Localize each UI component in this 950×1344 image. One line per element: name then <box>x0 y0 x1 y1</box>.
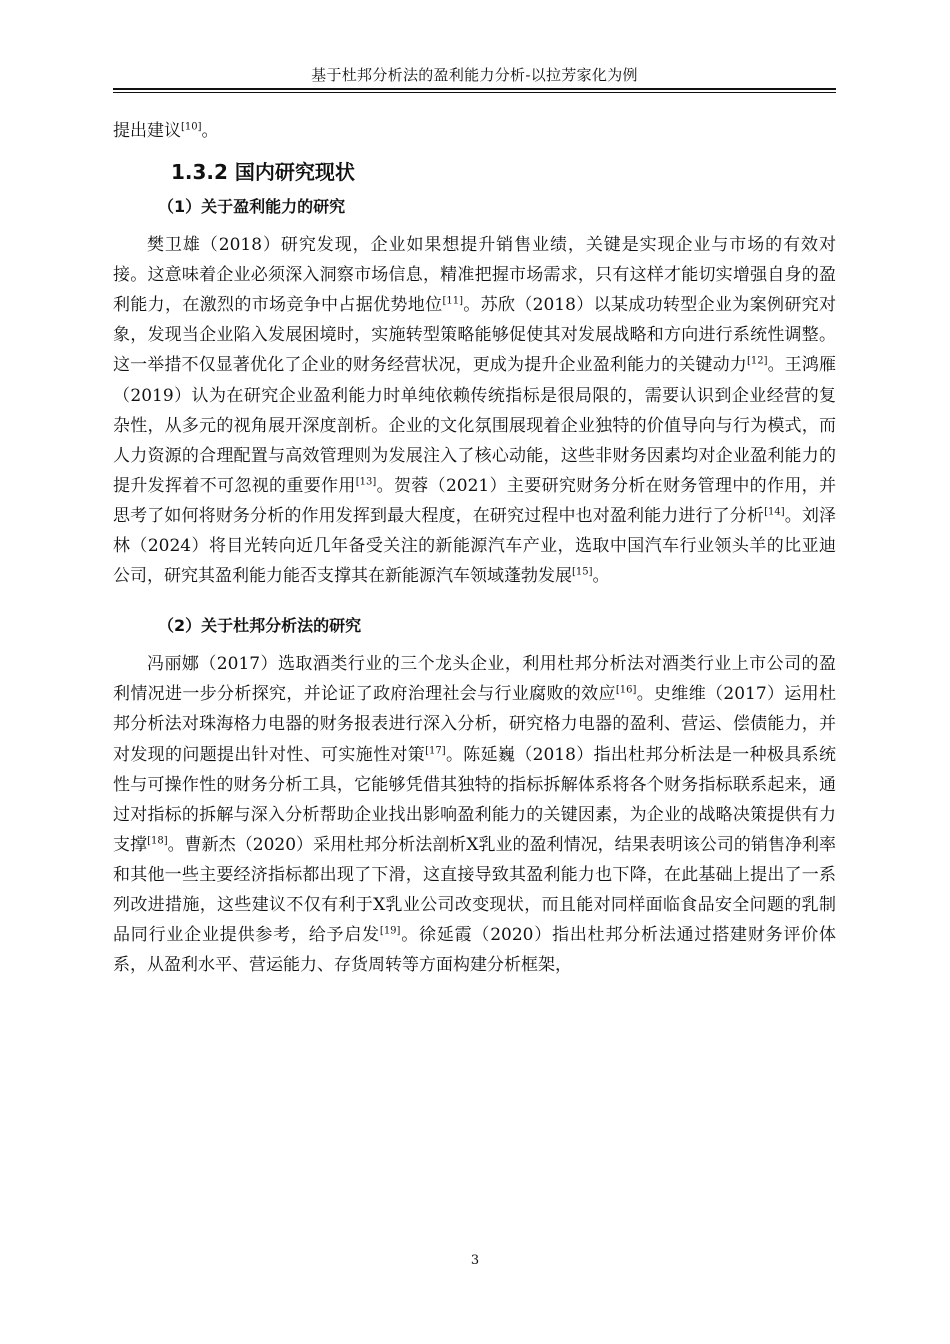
intro-tail: 。 <box>201 121 219 141</box>
citation-ref: [16] <box>615 684 637 696</box>
intro-text: 提出建议 <box>113 121 181 141</box>
intro-paragraph <box>113 116 836 146</box>
paragraph-segment: 。刘泽林（2024）将目光转向近几年备受关注的新能源汽车产业，选取中国汽车行业领头羊的比亚迪公司，研究其盈利能力能否支撑其在新能源汽车领域蓬勃发展 <box>113 505 837 587</box>
section-title: 1.3.2 国内研究现状 <box>171 160 355 185</box>
paragraph-segment: 。徐延霞（2020）指出杜邦分析法通过搭建财务评价体系，从盈利水平、营运能力、存货周转等方面构建分析框架， <box>113 925 836 976</box>
paragraph-segment: 。陈延巍（2018）指出杜邦分析法是一种极具系统性与可操作性的财务分析工具，它能够凭借其独特的指标拆解体系将各个财务指标联系起来，通过对指标的拆解与深入分析帮助企业找出影响盈利能力的关键因素，为企业的战略决策提供有力支撑 <box>113 744 836 855</box>
header-rule-thick <box>113 88 836 90</box>
header-rule-thin <box>113 92 836 93</box>
citation-ref: [12] <box>746 355 768 367</box>
paragraph-profitability-research <box>113 230 836 591</box>
page-body <box>113 116 836 980</box>
running-header: 基于杜邦分析法的盈利能力分析-以拉芳家化为例 <box>311 66 638 84</box>
citation-ref: [11] <box>442 295 463 307</box>
paragraph-segment: 冯丽娜（2017）选取酒类行业的三个龙头企业，利用杜邦分析法对酒类行业上市公司的盈利情况进一步分析探究，并论证了政府治理社会与行业腐败的效应 <box>113 654 836 705</box>
citation-ref: [17] <box>425 744 446 756</box>
paragraph-segment: 。王鸿雁（2019）认为在研究企业盈利能力时单纯依赖传统指标是很局限的，需要认识到企业经营的复杂性，从多元的视角展开深度剖析。企业的文化氛围展现着企业独特的价值导向与行为模式，而人力资源的合理配置与高效管理则为发展注入了核心动能，这些非财务因素均对企业盈利能力的提升发挥着不可忽视的重要作用 <box>113 355 837 496</box>
paragraph-segment: 樊卫雄（2018）研究发现，企业如果想提升销售业绩，关键是实现企业与市场的有效对接。这意味着企业必须深入洞察市场信息，精准把握市场需求，只有这样才能切实增强自身的盈利能力，在激烈的市场竞争中占据优势地位 <box>113 235 836 316</box>
paragraph-segment: 。史维维（2017）运用杜邦分析法对珠海格力电器的财务报表进行深入分析，研究格力电器的盈利、营运、偿债能力，并对发现的问题提出针对性、可实施性对策 <box>113 684 837 765</box>
citation-ref: [15] <box>572 566 593 578</box>
paragraph-segment: 。苏欣（2018）以某成功转型企业为案例研究对象，发现当企业陷入发展困境时，实施转型策略能够促使其对发展战略和方向进行系统性调整。这一举措不仅显著优化了企业的财务经营状况，更成为提升企业盈利能力的关键动力 <box>113 295 837 376</box>
paragraph-segment: 。曹新杰（2020）采用杜邦分析法剖析X乳业的盈利情况，结果表明该公司的销售净利率和其他一些主要经济指标都出现了下滑，这直接导致其盈利能力也下降，在此基础上提出了一系列改进措施，这些建议不仅有利于X乳业公司改变现状，而且能对同样面临食品安全问题的乳制品同行业企业提供参考，给予启发 <box>113 834 836 946</box>
citation-ref: [10] <box>181 121 202 133</box>
paragraph-segment: 。贺蓉（2021）主要研究财务分析在财务管理中的作用，并思考了如何将财务分析的作用发挥到最大程度，在研究过程中也对盈利能力进行了分析 <box>113 475 837 526</box>
citation-ref: [19] <box>379 925 401 937</box>
paragraph-segment: 。 <box>592 566 610 587</box>
subsection-title-profitability: （1）关于盈利能力的研究 <box>158 197 346 217</box>
page-number: 3 <box>470 1253 480 1268</box>
citation-ref: [18] <box>147 835 168 847</box>
subsection-title-dupont: （2）关于杜邦分析法的研究 <box>158 616 362 636</box>
citation-ref: [13] <box>355 476 377 488</box>
paragraph-dupont-research <box>113 649 836 980</box>
citation-ref: [14] <box>764 506 785 518</box>
